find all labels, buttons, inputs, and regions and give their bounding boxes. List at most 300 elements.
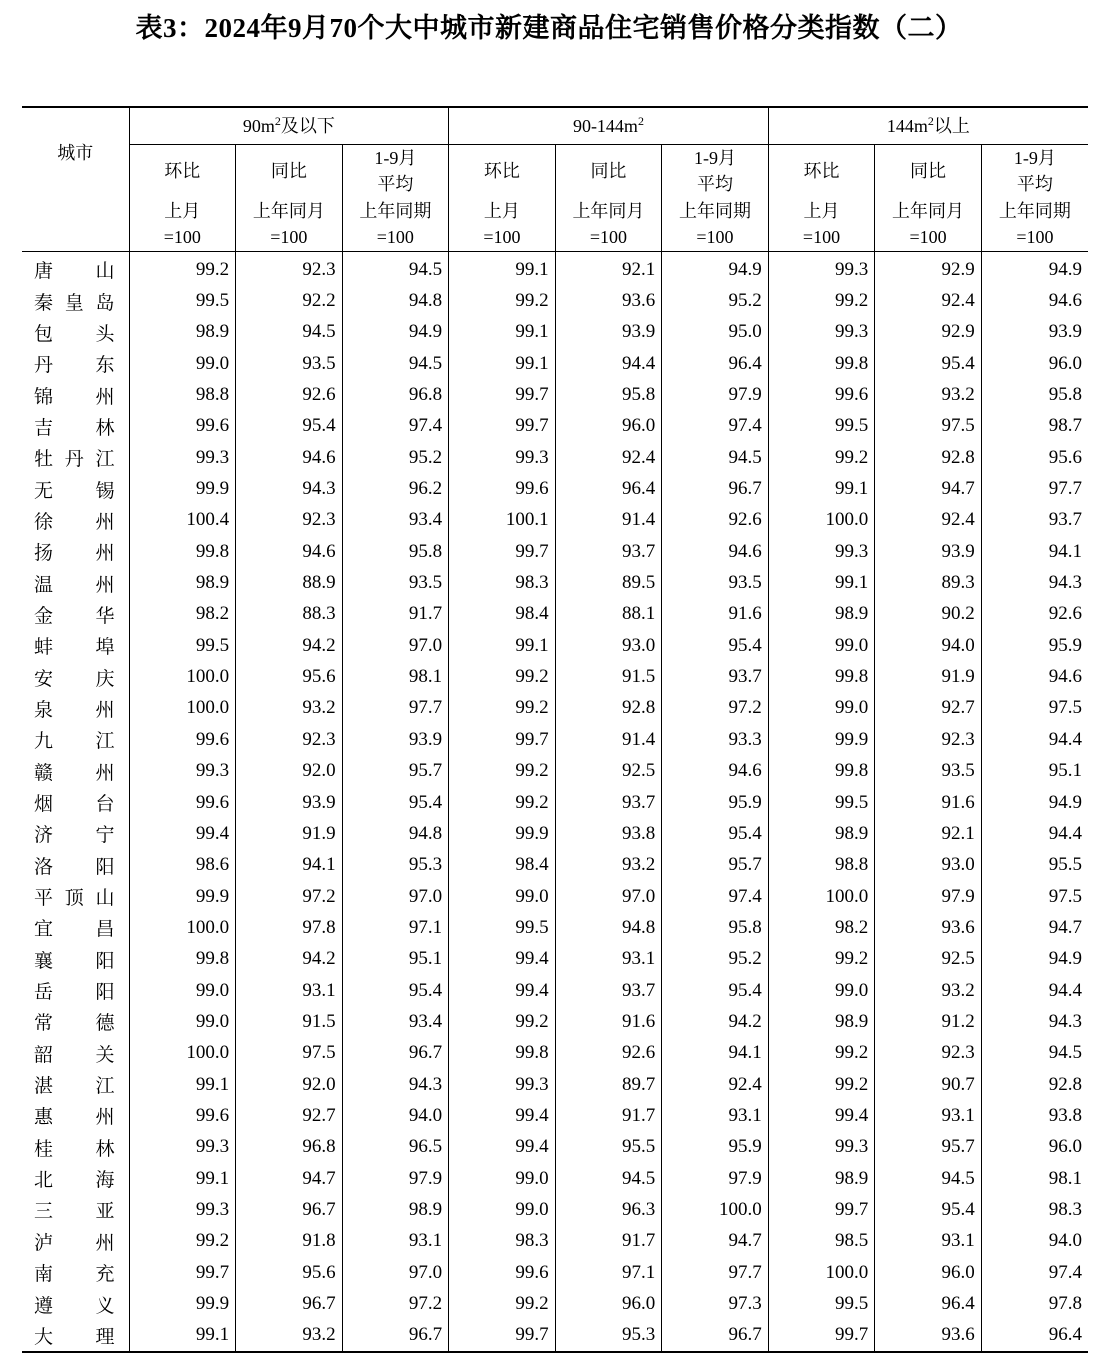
- index-value: 89.5: [555, 567, 662, 598]
- index-value: 98.2: [768, 912, 875, 943]
- index-value: 96.2: [342, 473, 449, 504]
- index-value: 95.2: [662, 285, 769, 316]
- index-value: 99.2: [768, 944, 875, 975]
- city-name: [22, 317, 129, 348]
- index-value: 94.0: [875, 630, 982, 661]
- metric-header: 同比: [236, 145, 343, 198]
- index-value: 92.1: [875, 818, 982, 849]
- index-value: 92.3: [236, 724, 343, 755]
- index-value: 92.2: [236, 285, 343, 316]
- index-value: 99.8: [768, 756, 875, 787]
- index-value: 99.9: [129, 473, 236, 504]
- index-value: 100.1: [449, 505, 556, 536]
- index-value: 93.4: [342, 505, 449, 536]
- city-char: 州: [95, 1107, 115, 1129]
- index-value: 99.2: [768, 442, 875, 473]
- city-char: 庆: [95, 668, 115, 690]
- index-value: 94.9: [981, 252, 1088, 286]
- index-value: 98.9: [768, 1006, 875, 1037]
- index-value: 99.7: [449, 724, 556, 755]
- index-value: 95.7: [342, 756, 449, 787]
- index-value: 94.2: [236, 944, 343, 975]
- index-value: 98.9: [129, 567, 236, 598]
- index-value: 94.3: [981, 567, 1088, 598]
- index-value: 89.7: [555, 1069, 662, 1100]
- city-name: [22, 630, 129, 661]
- index-value: 98.1: [981, 1163, 1088, 1194]
- city-name: [22, 1163, 129, 1194]
- index-value: 97.8: [236, 912, 343, 943]
- index-value: 97.0: [342, 1257, 449, 1288]
- index-value: 94.7: [662, 1226, 769, 1257]
- index-value: 100.0: [129, 661, 236, 692]
- index-value: 100.0: [129, 912, 236, 943]
- index-value: 99.9: [129, 881, 236, 912]
- index-value: 99.1: [449, 317, 556, 348]
- index-value: 99.4: [449, 1100, 556, 1131]
- index-value: 97.0: [342, 881, 449, 912]
- table-row: [22, 661, 1088, 692]
- index-value: 99.0: [449, 881, 556, 912]
- index-value: 93.9: [236, 787, 343, 818]
- city-name: [22, 1006, 129, 1037]
- page-title: 表3：2024年9月70个大中城市新建商品住宅销售价格分类指数（二）: [135, 13, 963, 43]
- index-value: 95.4: [236, 411, 343, 442]
- index-value: 92.3: [875, 1038, 982, 1069]
- index-value: 94.6: [662, 536, 769, 567]
- index-value: 93.7: [555, 536, 662, 567]
- index-value: 93.5: [342, 567, 449, 598]
- index-value: 98.9: [768, 818, 875, 849]
- index-value: 97.2: [236, 881, 343, 912]
- index-value: 99.0: [768, 693, 875, 724]
- index-value: 100.0: [768, 1257, 875, 1288]
- index-value: 99.1: [129, 1163, 236, 1194]
- city-char: 湛: [34, 1076, 54, 1098]
- group-header-large: $144m^2$以上: [768, 107, 1088, 145]
- index-value: 93.1: [342, 1226, 449, 1257]
- index-value: 95.4: [342, 975, 449, 1006]
- index-value: 94.1: [662, 1038, 769, 1069]
- table-row: [22, 787, 1088, 818]
- city-name: [22, 442, 129, 473]
- index-value: 95.4: [662, 975, 769, 1006]
- index-value: 99.3: [449, 442, 556, 473]
- metric-header: 环比: [449, 145, 556, 198]
- city-char: 三: [34, 1201, 54, 1223]
- city-column-header: 城市: [57, 142, 94, 163]
- table-row: [22, 1320, 1088, 1352]
- city-char: 江: [95, 449, 115, 471]
- index-value: 95.2: [662, 944, 769, 975]
- city-char: 赣: [34, 762, 54, 784]
- index-value: 91.9: [875, 661, 982, 692]
- city-char: 阳: [95, 950, 115, 972]
- index-value: 98.4: [449, 599, 556, 630]
- city-name: [22, 912, 129, 943]
- index-value: 93.1: [662, 1100, 769, 1131]
- index-value: 94.7: [875, 473, 982, 504]
- index-value: 99.3: [768, 252, 875, 286]
- city-header-spacer: [22, 197, 129, 252]
- index-value: 94.8: [555, 912, 662, 943]
- index-value: 93.1: [236, 975, 343, 1006]
- table-row: [22, 1069, 1088, 1100]
- table-row: [22, 285, 1088, 316]
- table-row: [22, 1194, 1088, 1225]
- group-header-medium: $90-144m^2$: [449, 107, 769, 145]
- index-value: 99.0: [768, 630, 875, 661]
- index-value: 99.8: [129, 944, 236, 975]
- index-value: 95.4: [875, 1194, 982, 1225]
- table-row: [22, 505, 1088, 536]
- city-char: 南: [34, 1264, 54, 1286]
- index-value: 99.6: [129, 1100, 236, 1131]
- table-row: [22, 599, 1088, 630]
- index-value: 94.5: [662, 442, 769, 473]
- city-char: 泸: [34, 1232, 54, 1254]
- index-value: 94.6: [236, 536, 343, 567]
- city-name: [22, 1069, 129, 1100]
- index-value: 99.2: [129, 1226, 236, 1257]
- index-value: 93.7: [981, 505, 1088, 536]
- index-value: 98.9: [768, 1163, 875, 1194]
- index-value: 95.8: [555, 379, 662, 410]
- city-name: [22, 252, 129, 286]
- city-char: 亚: [95, 1201, 115, 1223]
- index-value: 92.8: [875, 442, 982, 473]
- index-value: 95.9: [662, 1132, 769, 1163]
- table-row: [22, 348, 1088, 379]
- index-value: 99.5: [768, 411, 875, 442]
- index-value: 92.4: [875, 285, 982, 316]
- index-value: 93.7: [662, 661, 769, 692]
- index-value: 92.6: [236, 379, 343, 410]
- index-value: 97.8: [981, 1288, 1088, 1319]
- index-value: 95.7: [662, 850, 769, 881]
- index-value: 96.0: [555, 1288, 662, 1319]
- city-name: [22, 661, 129, 692]
- city-char: 阳: [95, 856, 115, 878]
- index-value: 97.5: [981, 693, 1088, 724]
- index-value: 97.0: [342, 630, 449, 661]
- index-value: 96.8: [342, 379, 449, 410]
- city-char: 襄: [34, 950, 54, 972]
- city-char: 山: [95, 888, 115, 910]
- index-value: 97.1: [555, 1257, 662, 1288]
- city-name: [22, 536, 129, 567]
- index-value: 93.8: [981, 1100, 1088, 1131]
- index-value: 99.8: [449, 1038, 556, 1069]
- index-value: 99.6: [129, 411, 236, 442]
- index-value: 94.5: [555, 1163, 662, 1194]
- index-value: 99.3: [768, 536, 875, 567]
- city-char: 吉: [34, 417, 54, 439]
- city-name: [22, 1257, 129, 1288]
- index-value: 99.7: [449, 411, 556, 442]
- index-value: 93.1: [555, 944, 662, 975]
- index-value: 95.0: [662, 317, 769, 348]
- index-value: 95.1: [342, 944, 449, 975]
- city-char: 州: [95, 543, 115, 565]
- city-char: 温: [34, 574, 54, 596]
- city-char: 昌: [95, 919, 115, 941]
- city-char: 充: [95, 1264, 115, 1286]
- index-value: 94.5: [981, 1038, 1088, 1069]
- index-value: 100.4: [129, 505, 236, 536]
- index-value: 92.5: [875, 944, 982, 975]
- index-value: 93.0: [555, 630, 662, 661]
- index-value: 93.2: [875, 379, 982, 410]
- index-value: 95.8: [342, 536, 449, 567]
- index-value: 99.9: [449, 818, 556, 849]
- city-name: [22, 1226, 129, 1257]
- index-value: 99.8: [129, 536, 236, 567]
- base-period-header: 上月 =100: [129, 197, 236, 252]
- index-value: 99.3: [129, 756, 236, 787]
- city-char: 桂: [34, 1138, 54, 1160]
- city-char: 秦: [34, 292, 54, 314]
- table-row: [22, 912, 1088, 943]
- index-value: 99.4: [449, 944, 556, 975]
- table-row: [22, 944, 1088, 975]
- index-value: 92.7: [875, 693, 982, 724]
- index-value: 99.0: [449, 1163, 556, 1194]
- index-value: 97.2: [662, 693, 769, 724]
- index-value: 94.8: [342, 285, 449, 316]
- index-value: 88.1: [555, 599, 662, 630]
- city-char: 州: [95, 1232, 115, 1254]
- index-value: 94.1: [981, 536, 1088, 567]
- index-value: 91.6: [875, 787, 982, 818]
- index-value: 99.5: [129, 630, 236, 661]
- city-char: 岳: [34, 982, 54, 1004]
- index-value: 97.3: [662, 1288, 769, 1319]
- index-value: 95.3: [555, 1320, 662, 1352]
- index-value: 99.2: [449, 285, 556, 316]
- index-value: 96.4: [981, 1320, 1088, 1352]
- city-name: [22, 787, 129, 818]
- index-value: 99.4: [449, 975, 556, 1006]
- table-row: [22, 975, 1088, 1006]
- index-value: 92.3: [875, 724, 982, 755]
- index-value: 95.8: [662, 912, 769, 943]
- index-value: 93.6: [875, 1320, 982, 1352]
- city-name: [22, 473, 129, 504]
- city-char: 丹: [34, 355, 54, 377]
- table-row: [22, 818, 1088, 849]
- city-char: 州: [95, 762, 115, 784]
- index-value: 97.5: [981, 881, 1088, 912]
- index-value: 95.6: [236, 661, 343, 692]
- index-value: 99.2: [449, 1006, 556, 1037]
- index-value: 93.9: [555, 317, 662, 348]
- index-value: 93.6: [555, 285, 662, 316]
- index-value: 92.6: [662, 505, 769, 536]
- index-value: 99.3: [449, 1069, 556, 1100]
- index-value: 92.3: [236, 252, 343, 286]
- city-name: [22, 724, 129, 755]
- price-index-table: [22, 106, 1088, 1353]
- index-value: 96.0: [981, 1132, 1088, 1163]
- index-value: 91.6: [555, 1006, 662, 1037]
- city-char: 九: [34, 731, 54, 753]
- index-value: 99.5: [129, 285, 236, 316]
- index-value: 98.8: [129, 379, 236, 410]
- index-value: 96.0: [981, 348, 1088, 379]
- index-value: 99.0: [768, 975, 875, 1006]
- index-value: 99.2: [449, 756, 556, 787]
- city-char: 宁: [95, 825, 115, 847]
- city-name: [22, 348, 129, 379]
- index-value: 97.4: [662, 881, 769, 912]
- group-header-small: $90m^2$及以下: [129, 107, 449, 145]
- index-value: 91.7: [342, 599, 449, 630]
- index-value: 93.9: [875, 536, 982, 567]
- index-value: 91.5: [555, 661, 662, 692]
- city-char: 州: [95, 574, 115, 596]
- table-row: [22, 536, 1088, 567]
- index-value: 93.7: [555, 975, 662, 1006]
- index-value: 92.3: [236, 505, 343, 536]
- city-name: [22, 1132, 129, 1163]
- table-row: [22, 1038, 1088, 1069]
- index-value: 96.7: [236, 1194, 343, 1225]
- index-value: 99.0: [129, 348, 236, 379]
- city-char: 头: [95, 323, 115, 345]
- index-value: 100.0: [768, 505, 875, 536]
- index-value: 92.5: [555, 756, 662, 787]
- table-row: [22, 442, 1088, 473]
- index-value: 99.3: [129, 1194, 236, 1225]
- index-value: 95.8: [981, 379, 1088, 410]
- index-value: 99.0: [129, 975, 236, 1006]
- index-value: 91.5: [236, 1006, 343, 1037]
- index-value: 92.4: [662, 1069, 769, 1100]
- index-value: 93.5: [662, 567, 769, 598]
- index-value: 99.9: [129, 1288, 236, 1319]
- city-char: 锦: [34, 386, 54, 408]
- index-value: 99.2: [449, 693, 556, 724]
- index-value: 91.4: [555, 724, 662, 755]
- base-period-header: 上年同期 =100: [662, 197, 769, 252]
- city-char: 顶: [64, 888, 84, 910]
- city-name: [22, 505, 129, 536]
- index-value: 94.4: [555, 348, 662, 379]
- base-period-header: 上年同期 =100: [342, 197, 449, 252]
- index-value: 99.0: [129, 1006, 236, 1037]
- city-char: 唐: [34, 261, 54, 283]
- index-value: 92.6: [555, 1038, 662, 1069]
- index-value: 98.7: [981, 411, 1088, 442]
- index-value: 99.7: [449, 536, 556, 567]
- table-row: [22, 850, 1088, 881]
- index-value: 92.7: [236, 1100, 343, 1131]
- city-char: 州: [95, 386, 115, 408]
- index-value: 97.7: [342, 693, 449, 724]
- city-char: 林: [95, 1138, 115, 1160]
- index-value: 99.2: [768, 1038, 875, 1069]
- city-char: 北: [34, 1170, 54, 1192]
- table-row: [22, 411, 1088, 442]
- city-char: 遵: [34, 1295, 54, 1317]
- city-char: 台: [95, 794, 115, 816]
- index-value: 94.9: [981, 787, 1088, 818]
- table-row: [22, 317, 1088, 348]
- city-name: [22, 693, 129, 724]
- table-row: [22, 473, 1088, 504]
- index-value: 99.6: [129, 787, 236, 818]
- metric-header: 同比: [555, 145, 662, 198]
- base-period-header: 上年同月 =100: [236, 197, 343, 252]
- index-value: 99.3: [768, 317, 875, 348]
- index-value: 96.3: [555, 1194, 662, 1225]
- index-value: 97.9: [662, 379, 769, 410]
- index-value: 94.9: [662, 252, 769, 286]
- metric-header: 环比: [768, 145, 875, 198]
- city-char: 常: [34, 1013, 54, 1035]
- index-value: 99.6: [129, 724, 236, 755]
- index-value: 95.9: [981, 630, 1088, 661]
- index-value: 98.6: [129, 850, 236, 881]
- index-value: 99.9: [768, 724, 875, 755]
- index-value: 95.1: [981, 756, 1088, 787]
- index-value: 94.6: [981, 285, 1088, 316]
- city-char: 林: [95, 417, 115, 439]
- index-value: 98.1: [342, 661, 449, 692]
- index-value: 99.8: [768, 661, 875, 692]
- index-value: 95.4: [662, 630, 769, 661]
- index-value: 100.0: [129, 1038, 236, 1069]
- index-value: 94.5: [236, 317, 343, 348]
- index-value: 99.3: [129, 442, 236, 473]
- index-value: 97.4: [662, 411, 769, 442]
- base-period-header: 上年同期 =100: [981, 197, 1088, 252]
- city-name: [22, 1194, 129, 1225]
- index-value: 95.3: [342, 850, 449, 881]
- index-value: 98.2: [129, 599, 236, 630]
- index-value: 94.8: [342, 818, 449, 849]
- city-name: [22, 1320, 129, 1352]
- index-value: 99.7: [449, 379, 556, 410]
- index-value: 93.1: [875, 1226, 982, 1257]
- city-name: [22, 285, 129, 316]
- city-name: [22, 850, 129, 881]
- index-value: 88.9: [236, 567, 343, 598]
- index-value: 97.7: [981, 473, 1088, 504]
- index-value: 93.0: [875, 850, 982, 881]
- index-value: 97.5: [236, 1038, 343, 1069]
- index-value: 99.2: [449, 1288, 556, 1319]
- city-char: 岛: [95, 292, 115, 314]
- index-value: 97.4: [342, 411, 449, 442]
- index-value: 93.5: [875, 756, 982, 787]
- index-value: 94.0: [342, 1100, 449, 1131]
- index-value: 95.4: [662, 818, 769, 849]
- index-value: 94.1: [236, 850, 343, 881]
- index-value: 96.8: [236, 1132, 343, 1163]
- index-value: 98.9: [342, 1194, 449, 1225]
- index-value: 94.5: [342, 252, 449, 286]
- table-row: [22, 1226, 1088, 1257]
- index-value: 99.1: [768, 473, 875, 504]
- base-period-header: 上年同月 =100: [555, 197, 662, 252]
- index-value: 93.9: [981, 317, 1088, 348]
- city-char: 洛: [34, 856, 54, 878]
- index-value: 96.5: [342, 1132, 449, 1163]
- city-name: [22, 975, 129, 1006]
- index-value: 95.5: [981, 850, 1088, 881]
